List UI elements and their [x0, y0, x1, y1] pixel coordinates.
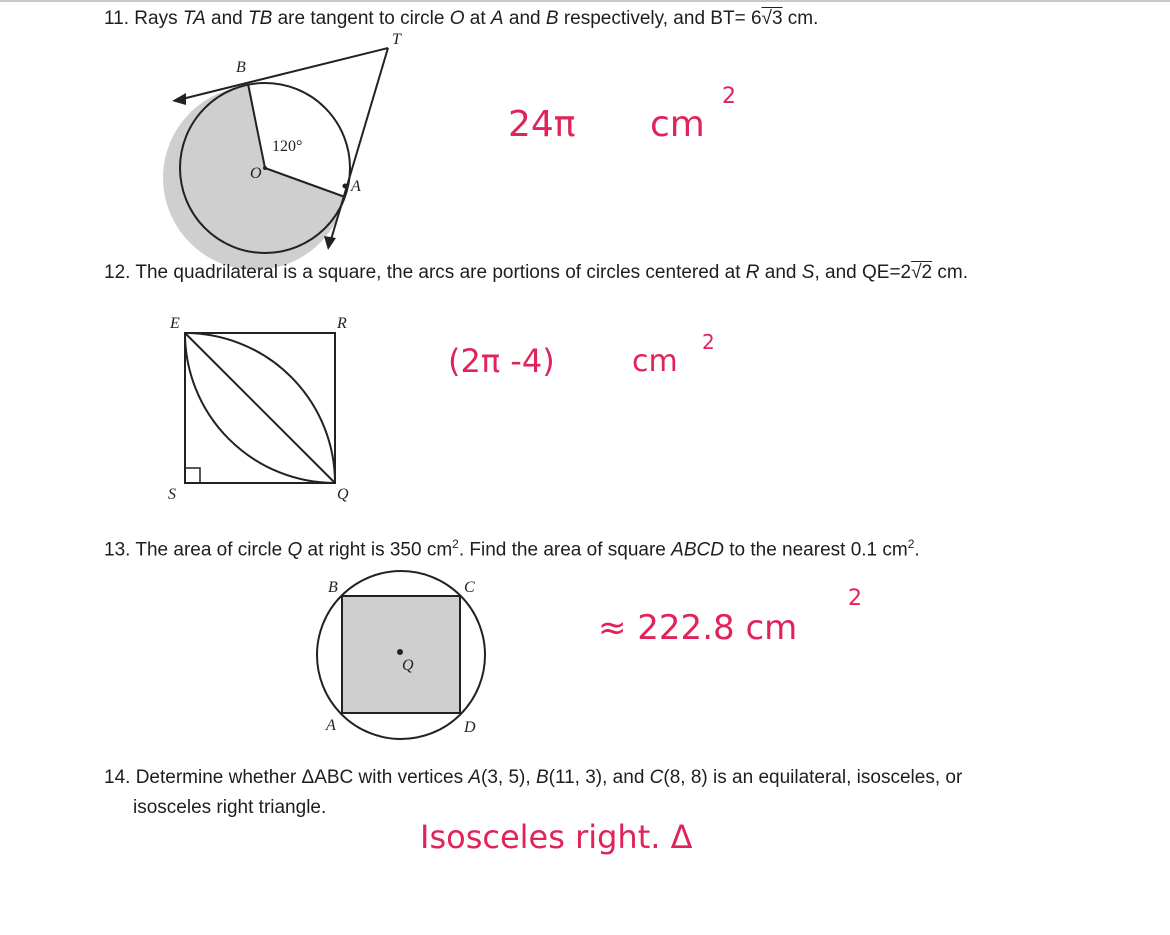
- label-b: B: [236, 59, 246, 76]
- label-e: E: [170, 315, 180, 332]
- label-a: A: [351, 178, 361, 195]
- angle-label: 120°: [272, 138, 303, 155]
- label-r: R: [337, 315, 347, 332]
- problem-14-text-line2: isosceles right triangle.: [133, 797, 327, 818]
- label-o: O: [250, 165, 262, 182]
- answer-12: (2π -4): [448, 342, 555, 380]
- answer-14: Isosceles right. Δ: [420, 818, 693, 856]
- label-b: B: [328, 579, 338, 596]
- answer-11-unit: cm: [650, 104, 705, 145]
- label-q: Q: [402, 657, 414, 674]
- answer-12-unit: cm: [632, 344, 678, 379]
- problem-14-text: 14. Determine whether ΔABC with vertices A(3, 5), B(11, 3), and C(8, 8) is an equilateral, isosceles, or: [104, 767, 963, 788]
- label-d: D: [464, 719, 476, 736]
- answer-11: 24π: [508, 104, 576, 145]
- center-q: [397, 649, 403, 655]
- answer-13-exp: 2: [848, 586, 862, 611]
- answer-12-exp: 2: [702, 330, 715, 354]
- label-s: S: [168, 486, 176, 503]
- label-t: T: [392, 31, 401, 48]
- label-q: Q: [337, 486, 349, 503]
- label-c: C: [464, 579, 475, 596]
- problem-13-text: 13. The area of circle Q at right is 350 $cm^2$. Find the area of square ABCD to the nearest 0.1 $cm^2$.: [104, 537, 920, 561]
- answer-13: ≈ 222.8 cm: [598, 608, 798, 648]
- problem-12-text: 12. The quadrilateral is a square, the arcs are portions of circles centered at R and S, and QE=2√2 cm.: [104, 262, 969, 283]
- label-a: A: [326, 717, 336, 734]
- problem-11-text: 11. Rays TA and TB are tangent to circle O at A and B respectively, and BT= 6√3 cm.: [104, 8, 819, 29]
- answer-11-exp: 2: [722, 84, 736, 109]
